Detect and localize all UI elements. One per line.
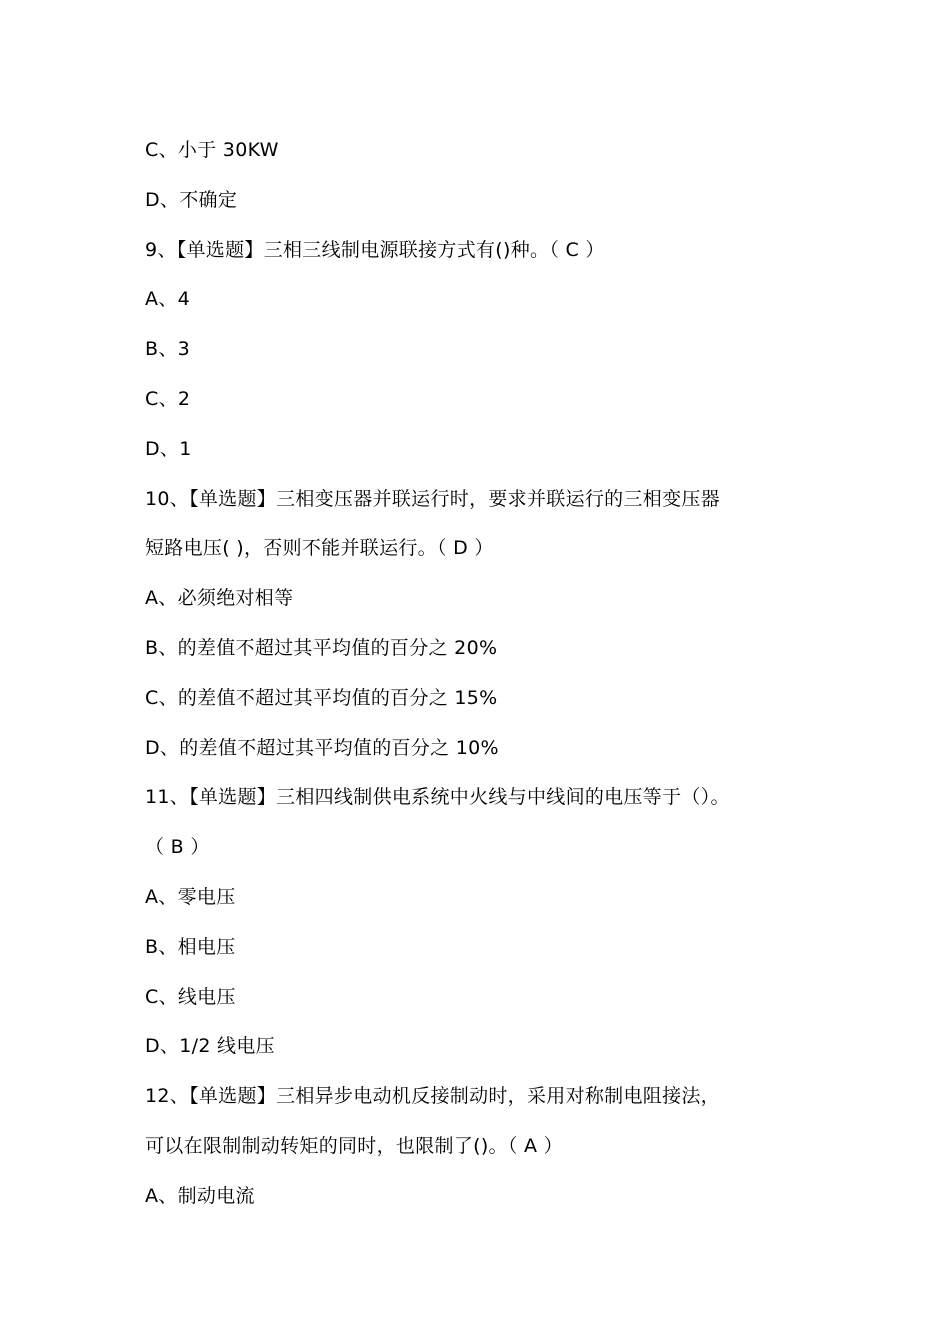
option-line: C、线电压 [145,985,236,1008]
option-line: B、3 [145,338,191,361]
option-line: B、相电压 [145,935,236,958]
question-line: 12、【单选题】三相异步电动机反接制动时，采用对称制电阻接法， [145,1085,720,1108]
option-line: C、2 [145,387,191,410]
question-line: 短路电压( )，否则不能并联运行。（ D ） [145,537,494,560]
option-line: A、必须绝对相等 [145,587,294,610]
question-line: 11、【单选题】三相四线制供电系统中火线与中线间的电压等于（）。 [145,786,730,809]
option-line: A、制动电流 [145,1184,255,1207]
question-line: 9、【单选题】三相三线制电源联接方式有()种。（ C ） [145,238,605,261]
option-line: D、1/2 线电压 [145,1035,275,1058]
option-line: D、1 [145,437,192,460]
option-line: D、的差值不超过其平均值的百分之 10% [145,736,499,759]
option-line: B、的差值不超过其平均值的百分之 20% [145,636,498,659]
question-line: 10、【单选题】三相变压器并联运行时，要求并联运行的三相变压器 [145,487,720,510]
option-line: A、零电压 [145,885,236,908]
question-line: （ B ） [145,836,210,859]
question-line: 可以在限制制动转矩的同时，也限制了()。（ A ） [145,1134,563,1157]
option-line: D、不确定 [145,188,238,211]
option-line: C、的差值不超过其平均值的百分之 15% [145,686,498,709]
option-line: C、小于 30KW [145,139,279,161]
text-body [145,136,825,1232]
option-line: A、4 [145,288,190,311]
